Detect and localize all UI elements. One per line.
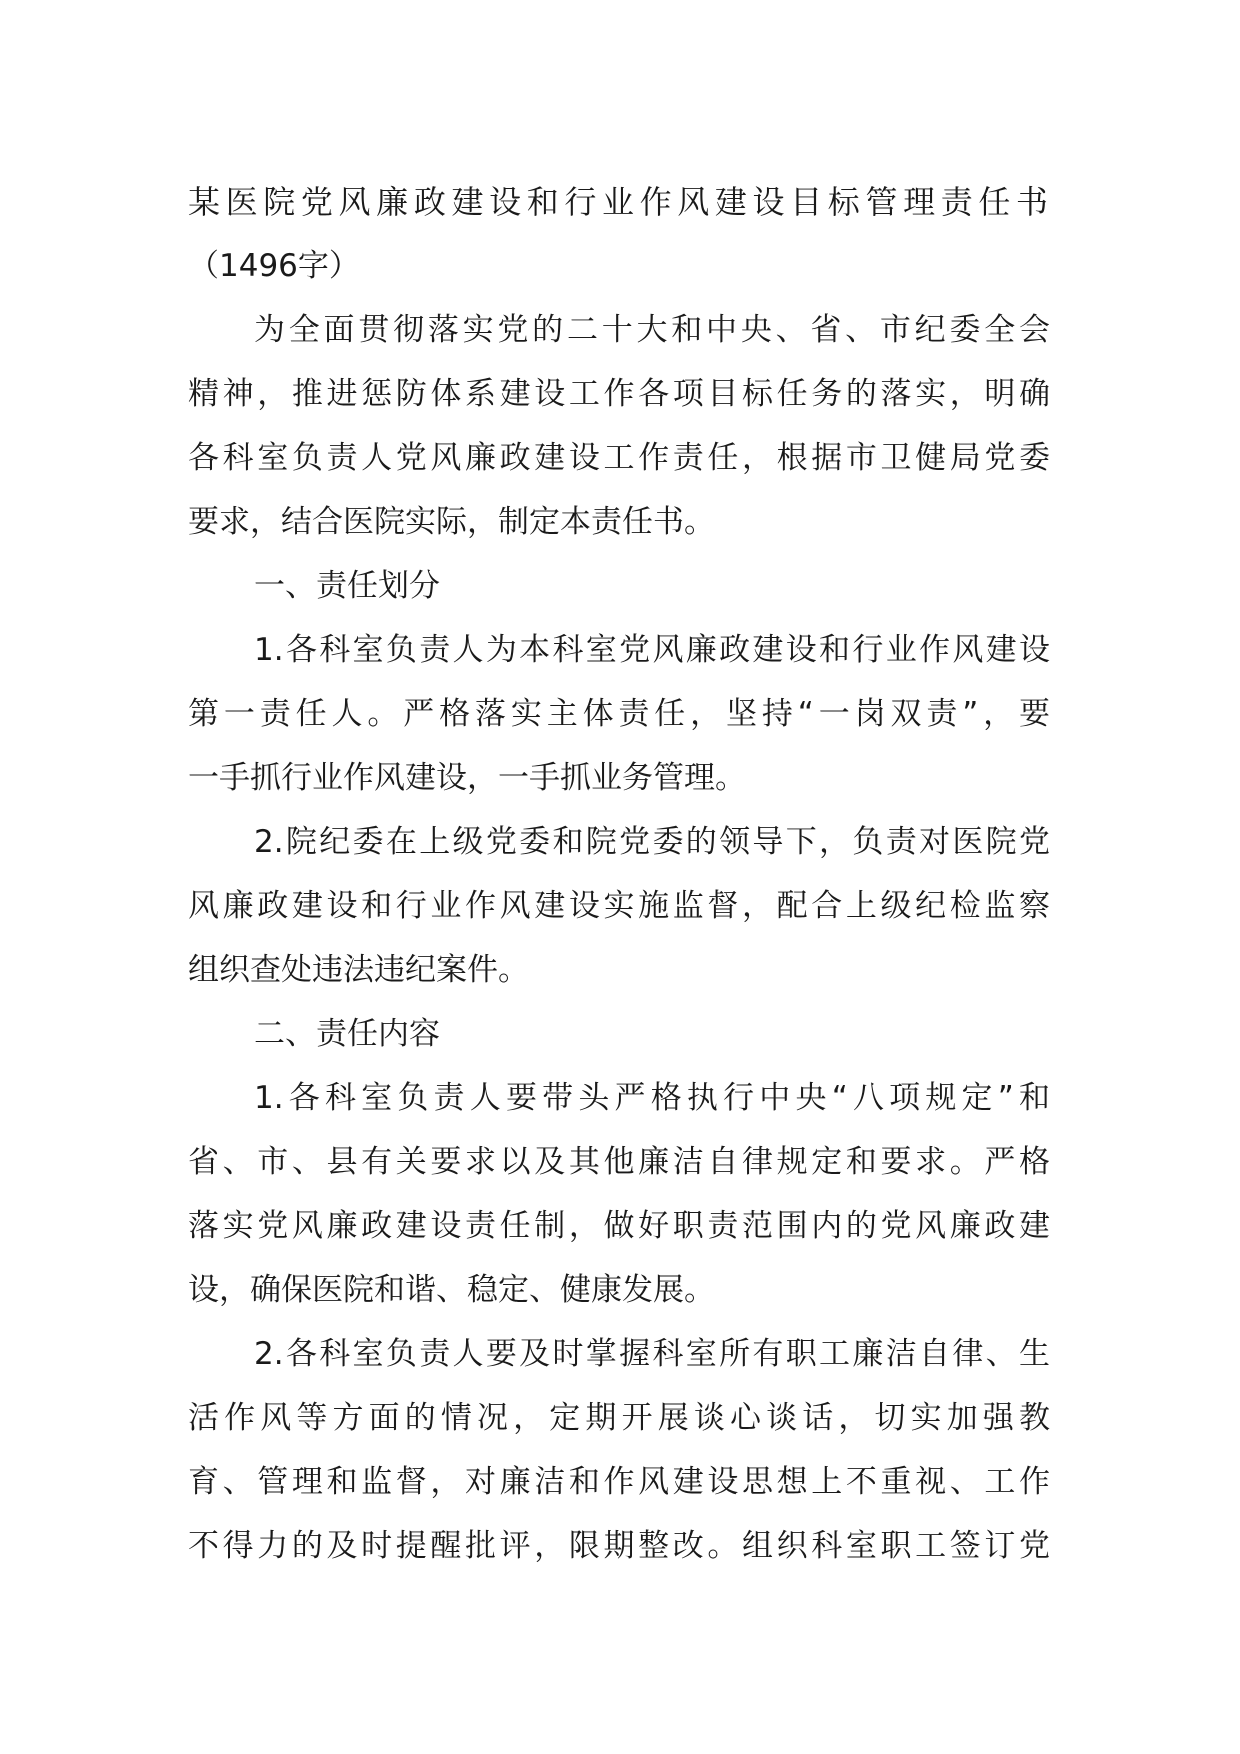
paragraph-line: 落实党风廉政建设责任制，做好职责范围内的党风廉政建 [188, 1208, 1050, 1244]
paragraph-line: 2.院纪委在上级党委和院党委的领导下，负责对医院党 [254, 824, 1050, 860]
paragraph-line: 省、市、县有关要求以及其他廉洁自律规定和要求。严格 [188, 1144, 1050, 1180]
section1-item1-paragraph [188, 618, 1050, 810]
section2-item2-paragraph [188, 1322, 1050, 1578]
paragraph-line: 要求，结合医院实际，制定本责任书。 [188, 504, 715, 540]
paragraph-line: 一手抓行业作风建设，一手抓业务管理。 [188, 760, 746, 796]
section-heading-responsibility-content: 二、责任内容 [254, 1016, 440, 1052]
section2-item1-paragraph [188, 1066, 1050, 1322]
paragraph-line: 1.各科室负责人要带头严格执行中央“八项规定”和 [254, 1080, 1050, 1116]
paragraph-line: 育、管理和监督，对廉洁和作风建设思想上不重视、工作 [188, 1464, 1050, 1500]
word-count: （1496字） [188, 248, 360, 284]
paragraph-line: 不得力的及时提醒批评，限期整改。组织科室职工签订党 [188, 1528, 1050, 1564]
paragraph-line: 活作风等方面的情况，定期开展谈心谈话，切实加强教 [188, 1400, 1050, 1436]
section1-item2-paragraph [188, 810, 1050, 1002]
document-page [188, 170, 1050, 1578]
paragraph-line: 各科室负责人党风廉政建设工作责任，根据市卫健局党委 [188, 440, 1050, 476]
paragraph-line: 2.各科室负责人要及时掌握科室所有职工廉洁自律、生 [254, 1336, 1050, 1372]
document-title: 某医院党风廉政建设和行业作风建设目标管理责任书 [188, 183, 1050, 221]
paragraph-line: 精神，推进惩防体系建设工作各项目标任务的落实，明确 [188, 376, 1050, 412]
section-heading-responsibility-division: 一、责任划分 [254, 568, 440, 604]
intro-paragraph [188, 298, 1050, 554]
paragraph-line: 第一责任人。严格落实主体责任，坚持“一岗双责”，要 [188, 696, 1050, 732]
paragraph-line: 为全面贯彻落实党的二十大和中央、省、市纪委全会 [254, 312, 1050, 348]
paragraph-line: 组织查处违法违纪案件。 [188, 952, 529, 988]
paragraph-line: 风廉政建设和行业作风建设实施监督，配合上级纪检监察 [188, 888, 1050, 924]
paragraph-line: 设，确保医院和谐、稳定、健康发展。 [188, 1272, 715, 1308]
paragraph-line: 1.各科室负责人为本科室党风廉政建设和行业作风建设 [254, 632, 1050, 668]
